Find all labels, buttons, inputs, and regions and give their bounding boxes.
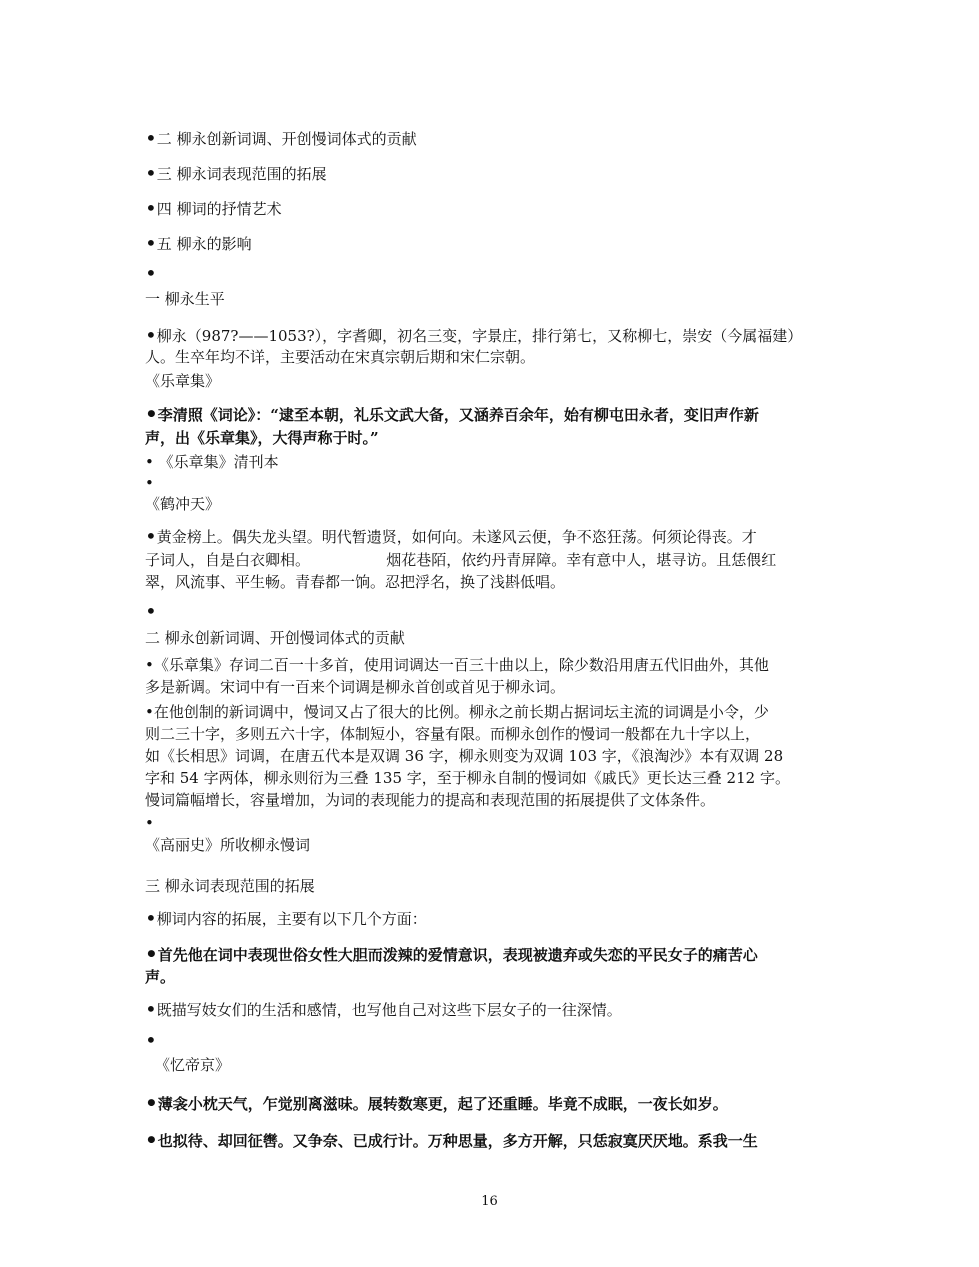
paragraph: •柳词内容的拓展，主要有以下几个方面： <box>145 906 427 930</box>
poem: •薄衾小枕天气，乍觉别离滋味。展转数寒更，起了还重睡。毕竟不成眠，一夜长如岁。 <box>145 1091 728 1115</box>
image-caption: 《鹤冲天》 <box>145 495 221 513</box>
poem-line: 翠，风流事、平生畅。青春都一饷。忍把浮名，换了浅斟低唱。 <box>145 573 566 591</box>
paragraph: •柳永（987?——1053?），字耆卿，初名三变，字景庄，排行第七，又称柳七，崇安（今属福建） <box>145 323 803 347</box>
paragraph-line: 慢词篇幅增长，容量增加，为词的表现能力的提高和表现范围的拓展提供了文体条件。 <box>145 791 716 809</box>
paragraph-line: 字和 54 字两体，柳永则衍为三叠 135 字，至于柳永自制的慢词如《戚氏》更长达三叠 212 字。 <box>145 769 790 787</box>
section-heading: 二 柳永创新词调、开创慢词体式的贡献 <box>145 629 405 647</box>
list-item: • 《乐章集》清刊本 <box>145 453 279 471</box>
empty-bullet: • <box>145 474 154 492</box>
toc-item: •三 柳永词表现范围的拓展 <box>145 161 327 185</box>
bullet: • <box>145 196 157 220</box>
paragraph-line: 则二三十字，多则五六十字，体制短小，容量有限。而柳永创作的慢词一般都在九十字以上， <box>145 725 761 743</box>
bullet: • <box>145 161 157 185</box>
poem-line: 子词人，自是白衣卿相。 烟花巷陌，依约丹青屏障。幸有意中人，堪寻访。且恁偎红 <box>145 551 777 569</box>
page-number: 16 <box>481 1194 498 1209</box>
paragraph-line: 多是新调。宋词中有一百来个词调是柳永首创或首见于柳永词。 <box>145 678 566 696</box>
empty-bullet: • <box>145 1028 157 1052</box>
toc-item: •五 柳永的影响 <box>145 231 252 255</box>
empty-bullet: • <box>145 814 154 832</box>
bullet: • <box>145 231 157 255</box>
poem: •也拟待、却回征辔。又争奈、已成行计。万种思量，多方开解，只恁寂寞厌厌地。系我一生 <box>145 1128 758 1152</box>
section-heading: 三 柳永词表现范围的拓展 <box>145 877 315 895</box>
image-caption: 《乐章集》 <box>145 372 221 390</box>
toc-item: •二 柳永创新词调、开创慢词体式的贡献 <box>145 126 417 150</box>
paragraph-line: 如《长相思》词调，在唐五代本是双调 36 字，柳永则变为双调 103 字，《浪淘沙》本有双调 28 <box>145 747 784 765</box>
image-caption: 《高丽史》所收柳永慢词 <box>145 836 311 854</box>
poem: •黄金榜上。偶失龙头望。明代暂遗贤，如何向。未遂风云便，争不恣狂荡。何须论得丧。才 <box>145 524 757 548</box>
toc-item: •四 柳词的抒情艺术 <box>145 196 282 220</box>
paragraph: •首先他在词中表现世俗女性大胆而泼辣的爱情意识，表现被遗弃或失恋的平民女子的痛苦心 <box>145 942 758 966</box>
paragraph-line: 人。生卒年均不详，主要活动在宋真宗朝后期和宋仁宗朝。 <box>145 348 536 366</box>
quote-line: 声，出《乐章集》，大得声称于时。” <box>145 429 379 447</box>
empty-bullet: • <box>145 599 157 623</box>
paragraph-line: 声。 <box>145 968 176 986</box>
bullet: • <box>145 126 157 150</box>
empty-bullet: • <box>145 261 157 285</box>
paragraph: •既描写妓女们的生活和感情，也写他自己对这些下层女子的一往深情。 <box>145 997 622 1021</box>
paragraph: •在他创制的新词调中，慢词又占了很大的比例。柳永之前长期占据词坛主流的词调是小令，少 <box>145 703 769 721</box>
quote: •李清照《词论》：“逮至本朝，礼乐文武大备，又涵养百余年，始有柳屯田永者，变旧声作新 <box>145 402 759 426</box>
section-heading: 一 柳永生平 <box>145 290 225 308</box>
paragraph: •《乐章集》存词二百一十多首，使用词调达一百三十曲以上，除少数沿用唐五代旧曲外，其他 <box>145 656 769 674</box>
image-caption: 《忆帝京》 <box>155 1056 231 1074</box>
